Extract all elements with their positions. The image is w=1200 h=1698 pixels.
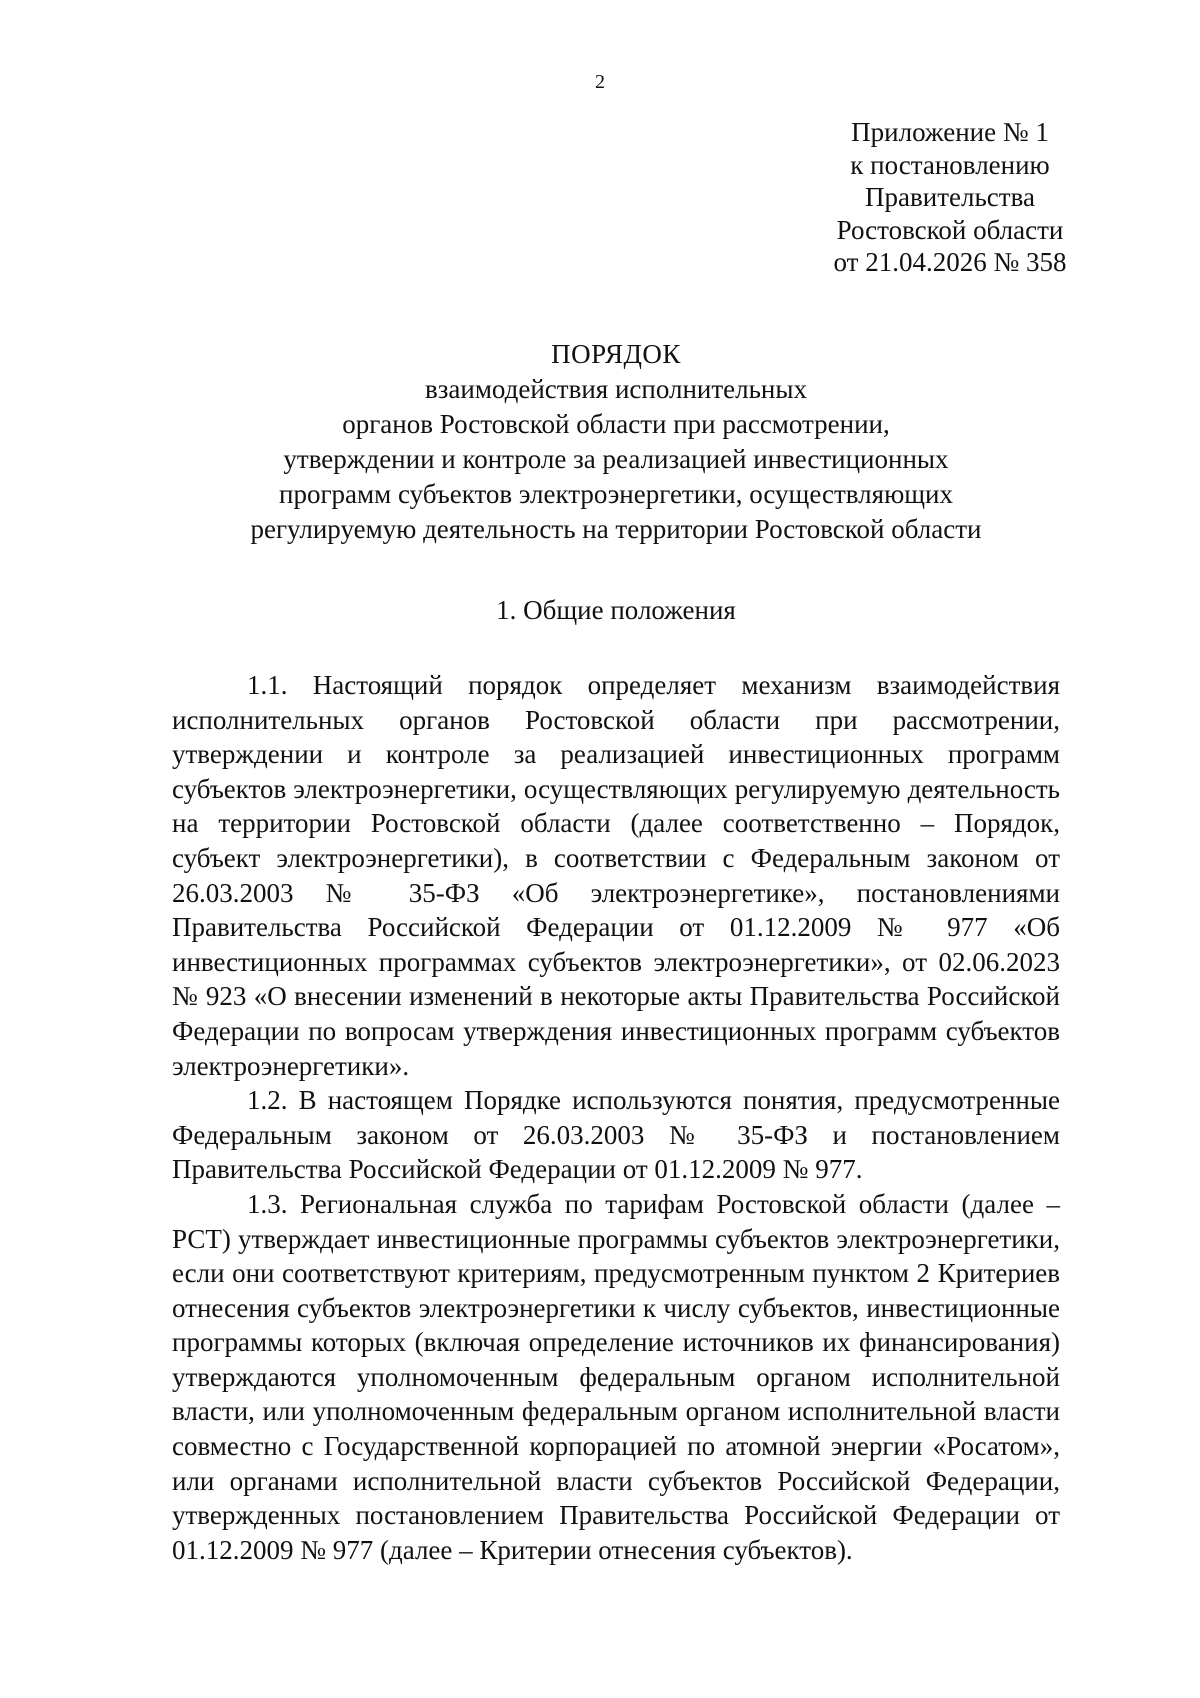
appendix-line: Ростовской области	[836, 214, 1064, 245]
title-line: регулируемую деятельность на территории Ростовской области	[250, 514, 982, 544]
paragraph-1-3: 1.3. Региональная служба по тарифам Ростовской области (далее – РСТ) утверждает инвестиционные программы субъектов электроэнергетики, если они соответствуют критериям, предусмотренным пунктом 2 Критериев отнесения субъектов электроэнергетики к числу субъектов, инвестиционные программы которых (включая определение источников их финансирования) утверждаются уполномоченным федеральным органом исполнительной власти, или уполномоченным федеральным органом исполнительной власти совместно с Государственной корпорацией по атомной энергии «Росатом», или органами исполнительной власти субъектов Российской Федерации, утвержденных постановлением Правительства Российской Федерации от 01.12.2009 № 977 (далее – Критерии отнесения субъектов).	[172, 1188, 1060, 1565]
appendix-line: от 21.04.2026 № 358	[833, 247, 1067, 277]
page-number: 2	[595, 71, 605, 93]
appendix-line: к постановлению	[850, 149, 1050, 180]
appendix-line: Приложение № 1	[851, 117, 1049, 147]
document-title	[172, 337, 1060, 547]
paragraph-1-1: 1.1. Настоящий порядок определяет механизм взаимодействия исполнительных органов Ростовской области при рассмотрении, утверждении и контроле за реализацией инвестиционных программ субъектов электроэнергетики, осуществляющих регулируемую деятельность на территории Ростовской области (далее соответственно – Порядок, субъект электроэнергетики), в соответствии с Федеральным законом от 26.03.2003 № 35-ФЗ «Об электроэнергетике», постановлениями Правительства Российской Федерации от 01.12.2009 № 977 «Об инвестиционных программах субъектов электроэнергетики», от 02.06.2023 № 923 «О внесении изменений в некоторые акты Правительства Российской Федерации по вопросам утверждения инвестиционных программ субъектов электроэнергетики».	[172, 670, 1060, 1081]
title-main: ПОРЯДОК	[551, 339, 681, 369]
title-line: органов Ростовской области при рассмотрении,	[342, 409, 890, 439]
title-line: взаимодействия исполнительных	[424, 374, 808, 404]
section-heading: 1. Общие положения	[496, 595, 736, 625]
section-body	[172, 668, 1060, 1567]
appendix-header	[820, 116, 1080, 279]
paragraph-1-2: 1.2. В настоящем Порядке используются понятия, предусмотренные Федеральным законом от 26.03.2003 № 35-ФЗ и постановлением Правительства Российской Федерации от 01.12.2009 № 977.	[172, 1085, 1060, 1185]
title-line: утверждении и контроле за реализацией инвестиционных	[283, 444, 949, 474]
appendix-line: Правительства	[865, 182, 1035, 212]
title-line: программ субъектов электроэнергетики, осуществляющих	[279, 479, 953, 509]
